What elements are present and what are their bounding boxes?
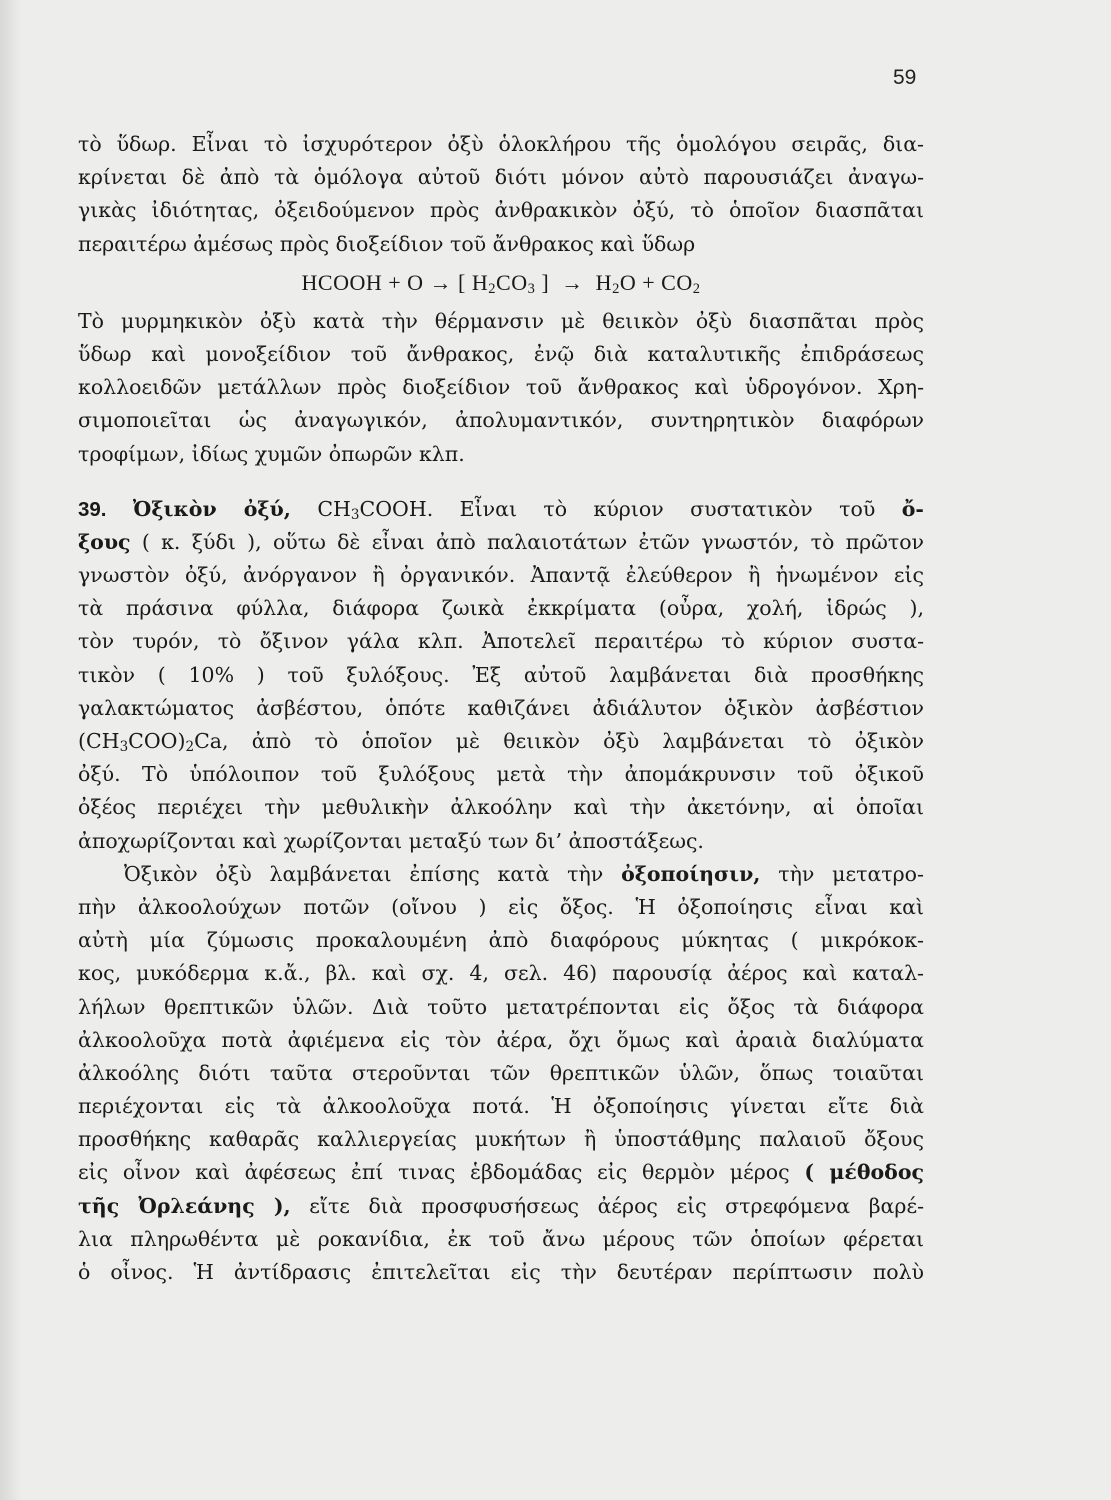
text-line: ἀλκοολοῦχα ποτὰ ἀφιέμενα εἰς τὸν ἀέρα, ὄχι ὅμως καὶ ἀραιὰ διαλύματα xyxy=(78,1027,924,1052)
text-line: γαλακτώματος ἀσβέστου, ὁπότε καθιζάνει ἀδιάλυτον ὀξικὸν ἀσβέστιον xyxy=(78,695,924,720)
text-run: εἴτε διὰ προσφυσήσεως ἀέρος εἰς στρεφόμενα βαρέ- xyxy=(309,1193,924,1218)
equation-subscript: 2 xyxy=(612,280,620,297)
text-line: περιέχονται εἰς τὰ ἀλκοολοῦχα ποτά. Ἡ ὀξοποίησις γίνεται εἴτε διὰ xyxy=(78,1094,924,1119)
formula-part: COO) xyxy=(128,729,186,753)
bold-term: ὀξοποίησιν, xyxy=(621,861,761,886)
bold-term: ὄ- xyxy=(901,496,924,521)
chemical-equation xyxy=(78,261,924,305)
page-edge-shadow xyxy=(0,0,22,1500)
text-line: κρίνεται δὲ ἀπὸ τὰ ὁμόλογα αὐτοῦ διότι μόνον αὐτὸ παρουσιάζει ἀναγω- xyxy=(78,165,924,190)
text-line: κολλοειδῶν μετάλλων πρὸς διοξείδιον τοῦ ἄνθρακος καὶ ὑδρογόνον. Χρη- xyxy=(78,375,924,400)
text-line: γνωστὸν ὀξύ, ἀνόργανον ἢ ὀργανικόν. Ἀπαντᾷ ἐλεύθερον ἢ ἡνωμένον εἰς xyxy=(78,563,924,588)
text-line xyxy=(78,493,924,526)
text-run: ( κ. ξύδι ), οὕτω δὲ εἶναι ἀπὸ παλαιοτάτων ἐτῶν γνωστόν, τὸ πρῶτον xyxy=(141,529,924,554)
text-line: γικὰς ἰδιότητας, ὀξειδούμενον πρὸς ἀνθρακικὸν ὀξύ, τὸ ὁποῖον διασπᾶται xyxy=(78,198,924,223)
text-line xyxy=(78,1190,924,1223)
equation-subscript: 2 xyxy=(488,280,497,297)
text-line: ὀξύ. Τὸ ὑπόλοιπον τοῦ ξυλόξους μετὰ τὴν ἀπομάκρυνσιν τοῦ ὀξικοῦ xyxy=(78,762,924,787)
text-line xyxy=(78,526,924,559)
formula-subscript: 2 xyxy=(185,738,195,755)
text-line: ὕδωρ καὶ μονοξείδιον τοῦ ἄνθρακος, ἐνῷ διὰ καταλυτικῆς ἐπιδράσεως xyxy=(78,341,924,366)
text-run: Εἶναι τὸ κύριον συστατικὸν τοῦ xyxy=(459,496,876,521)
equation-part: HCOOH + O → [ H xyxy=(301,269,489,295)
text-line: αὐτὴ μία ζύμωσις προκαλουμένη ἀπὸ διαφόρους μύκητας ( μικρόκοκ- xyxy=(78,928,924,953)
equation-subscript: 2 xyxy=(692,280,701,297)
equation-subscript: 3 xyxy=(527,280,536,297)
text-line: τροφίμων, ἰδίως χυμῶν ὀπωρῶν κλπ. xyxy=(78,441,465,466)
text-line: τικὸν ( 10% ) τοῦ ξυλόξους. Ἐξ αὐτοῦ λαμβάνεται διὰ προσθήκης xyxy=(78,662,924,687)
formula-part: CH xyxy=(317,496,351,521)
text-line: ἀλκοόλης διότι ταῦτα στεροῦνται τῶν θρεπτικῶν ὑλῶν, ὅπως τοιαῦται xyxy=(78,1060,924,1085)
text-line: κος, μυκόδερμα κ.ἄ., βλ. καὶ σχ. 4, σελ. 46) παρουσίᾳ ἀέρος καὶ καταλ- xyxy=(78,961,924,986)
text-line: τὸ ὕδωρ. Εἶναι τὸ ἰσχυρότερον ὀξὺ ὁλοκλήρου τῆς ὁμολόγου σειρᾶς, δια- xyxy=(78,132,924,156)
text-run: τὴν μετατρο- xyxy=(778,861,924,886)
text-line: λήλων θρεπτικῶν ὑλῶν. Διὰ τοῦτο μετατρέπονται εἰς ὄξος τὰ διάφορα xyxy=(78,994,924,1019)
text-line: Τὸ μυρμηκικὸν ὀξὺ κατὰ τὴν θέρμανσιν μὲ θειικὸν ὀξὺ διασπᾶται πρὸς xyxy=(78,308,924,333)
bold-term: τῆς Ὀρλεάνης ), xyxy=(78,1193,291,1218)
section-acetic-acid xyxy=(78,493,924,858)
formula-subscript: 3 xyxy=(119,738,129,755)
text-line: περαιτέρω ἀμέσως πρὸς διοξείδιον τοῦ ἄνθρακος καὶ ὕδωρ xyxy=(78,231,696,256)
text-run: Ca, ἀπὸ τὸ ὁποῖον μὲ θειικὸν ὀξὺ λαμβάνεται τὸ ὀξικὸν xyxy=(194,729,924,753)
text-line xyxy=(78,858,924,891)
text-run: εἰς οἶνον καὶ ἀφέσεως ἐπί τινας ἑβδομάδας εἰς θερμὸν μέρος xyxy=(78,1160,790,1185)
formula-part: (CH xyxy=(78,729,120,753)
text-line: προσθήκης καθαρᾶς καλλιεργείας μυκήτων ἢ ὑποστάθμης παλαιοῦ ὄξους xyxy=(78,1127,924,1152)
text-line: σιμοποιεῖται ὡς ἀναγωγικόν, ἀπολυμαντικόν, συντηρητικὸν διαφόρων xyxy=(78,408,924,433)
paragraph-formic-acid-properties xyxy=(78,128,924,261)
page-body xyxy=(78,128,924,1289)
text-line: τὸν τυρόν, τὸ ὄξινον γάλα κλπ. Ἀποτελεῖ περαιτέρω τὸ κύριον συστα- xyxy=(78,629,924,654)
text-line: πὴν ἀλκοολούχων ποτῶν (οἴνου ) εἰς ὄξος. Ἡ ὀξοποίησις εἶναι καὶ xyxy=(78,894,924,919)
section-title: Ὀξικὸν ὀξύ, xyxy=(132,496,291,521)
page-number: 59 xyxy=(893,66,917,89)
formula-subscript: 3 xyxy=(350,506,360,523)
text-line: λια πληρωθέντα μὲ ροκανίδια, ἐκ τοῦ ἄνω μέρους τῶν ὁποίων φέρεται xyxy=(78,1226,924,1251)
equation-part: CO xyxy=(496,269,528,295)
equation-part: ] → H xyxy=(535,269,613,295)
section-number: 39. xyxy=(78,497,107,521)
bold-term: ( μέθοδος xyxy=(804,1160,924,1185)
text-line: ὀξέος περιέχει τὴν μεθυλικὴν ἀλκοόλην καὶ τὴν ἀκετόνην, αἱ ὁποῖαι xyxy=(78,795,924,820)
paragraph-formic-acid-uses xyxy=(78,305,924,471)
bold-term: ξους xyxy=(78,529,131,554)
formula-part: COOH. xyxy=(359,496,434,521)
text-line xyxy=(78,725,924,758)
equation-part: O + CO xyxy=(619,269,693,295)
paragraph-acetification xyxy=(78,858,924,1289)
text-line: ὁ οἶνος. Ἡ ἀντίδρασις ἐπιτελεῖται εἰς τὴν δευτέραν περίπτωσιν πολὺ xyxy=(78,1260,924,1284)
text-line: ἀποχωρίζονται καὶ χωρίζονται μεταξύ των δι’ ἀποστάξεως. xyxy=(78,828,704,853)
text-line xyxy=(78,1156,924,1189)
text-run: Ὀξικὸν ὀξὺ λαμβάνεται ἐπίσης κατὰ τὴν xyxy=(124,861,604,886)
text-line: τὰ πράσινα φύλλα, διάφορα ζωικὰ ἐκκρίματα (οὖρα, χολή, ἱδρώς ), xyxy=(78,596,924,621)
